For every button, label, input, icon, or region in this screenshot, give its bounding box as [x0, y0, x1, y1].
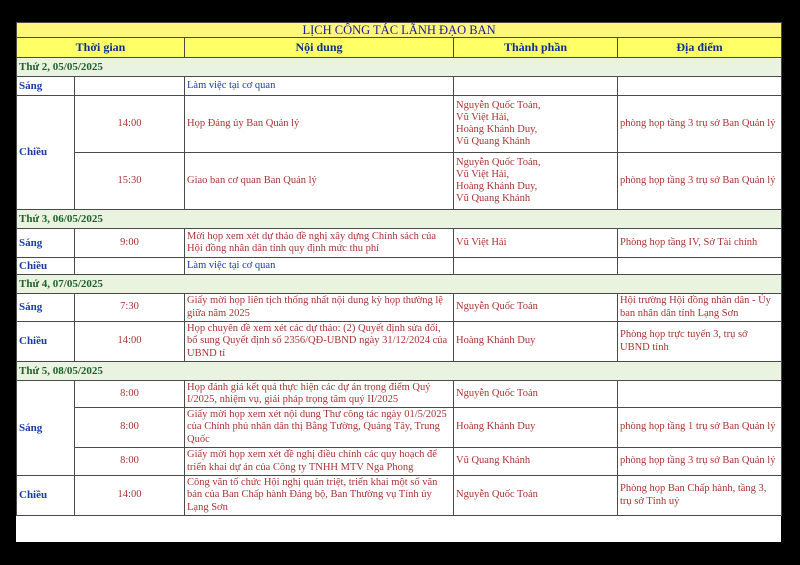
session-label: Sáng: [17, 229, 75, 258]
members-cell: Nguyễn Quốc Toản: [454, 476, 618, 516]
table-row: [17, 381, 782, 408]
time-cell: 9:00: [75, 229, 185, 258]
table-row: [17, 408, 782, 448]
place-cell: phòng họp tầng 3 trụ sở Ban Quản lý: [618, 448, 782, 476]
time-cell: 14:00: [75, 322, 185, 362]
place-cell: phòng họp tầng 3 trụ sở Ban Quản lý: [618, 96, 782, 153]
day-header: Thứ 4, 07/05/2025: [17, 275, 782, 294]
content-cell: Giấy mời họp xem xét đề nghị điều chỉnh các quy hoạch để triển khai dự án của Công ty TNHH MTV Nga Phong: [185, 448, 454, 476]
time-cell: [75, 77, 185, 96]
session-label: Sáng: [17, 381, 75, 476]
session-label: Sáng: [17, 294, 75, 322]
table-row: [17, 153, 782, 210]
place-cell: [618, 381, 782, 408]
table-row: [17, 322, 782, 362]
content-cell: Công văn tổ chức Hội nghị quán triệt, triển khai một số văn bản của Ban Chấp hành Đảng bộ, Ban Thường vụ Tỉnh ủy Lạng Sơn: [185, 476, 454, 516]
content-cell: Họp đánh giá kết quả thực hiện các dự án trọng điểm Quý I/2025, nhiệm vụ, giải pháp trọng tâm quý II/2025: [185, 381, 454, 408]
content-cell: Họp chuyên đề xem xét các dự thảo: (2) Quyết định sửa đổi, bổ sung Quyết định số 2356/QĐ-UBND ngày 31/12/2024 của UBND tỉ: [185, 322, 454, 362]
table-row: [17, 229, 782, 258]
content-cell: Họp Đảng ủy Ban Quản lý: [185, 96, 454, 153]
schedule-title: LỊCH CÔNG TÁC LÃNH ĐẠO BAN: [17, 23, 782, 38]
members-cell: Vũ Việt Hải: [454, 229, 618, 258]
time-cell: 8:00: [75, 408, 185, 448]
table-row: [17, 476, 782, 516]
content-cell: Giao ban cơ quan Ban Quản lý: [185, 153, 454, 210]
place-cell: phòng họp tầng 1 trụ sở Ban Quản lý: [618, 408, 782, 448]
time-cell: 14:00: [75, 476, 185, 516]
table-row: [17, 77, 782, 96]
day-header: Thứ 3, 06/05/2025: [17, 210, 782, 229]
table-row: [17, 448, 782, 476]
place-cell: Hội trường Hội đồng nhân dân - Ủy ban nhân dân tỉnh Lạng Sơn: [618, 294, 782, 322]
place-cell: [618, 77, 782, 96]
members-cell: [454, 77, 618, 96]
members-cell: Nguyễn Quốc Toản: [454, 381, 618, 408]
table-row: [17, 96, 782, 153]
content-cell: Giấy mời họp xem xét nội dung Thư công tác ngày 01/5/2025 của Chính phủ nhân dân thị Bằng Tường, Quảng Tây, Trung Quốc: [185, 408, 454, 448]
members-cell: Vũ Quang Khánh: [454, 448, 618, 476]
content-cell: Giấy mời họp liên tịch thống nhất nội dung kỳ họp thường lệ giữa năm 2025: [185, 294, 454, 322]
day-header: Thứ 5, 08/05/2025: [17, 362, 782, 381]
table-row: [17, 294, 782, 322]
schedule-table: [16, 22, 782, 516]
place-cell: Phòng họp Ban Chấp hành, tầng 3, trụ sở Tỉnh uỷ: [618, 476, 782, 516]
place-cell: Phòng họp tầng IV, Sở Tài chính: [618, 229, 782, 258]
content-cell: Mời họp xem xét dự thảo đề nghị xây dựng Chính sách của Hội đồng nhân dân tỉnh quy định mức thu phí: [185, 229, 454, 258]
time-cell: 8:00: [75, 448, 185, 476]
time-cell: 8:00: [75, 381, 185, 408]
content-cell: Làm việc tại cơ quan: [185, 77, 454, 96]
place-cell: phòng họp tầng 3 trụ sở Ban Quản lý: [618, 153, 782, 210]
schedule-sheet: [16, 22, 781, 542]
header-content: Nội dung: [185, 38, 454, 58]
members-cell: Hoàng Khánh Duy: [454, 322, 618, 362]
members-cell: Nguyễn Quốc Toản, Vũ Việt Hải, Hoàng Khánh Duy, Vũ Quang Khánh: [454, 153, 618, 210]
place-cell: [618, 258, 782, 275]
session-label: Chiều: [17, 322, 75, 362]
header-time: Thời gian: [17, 38, 185, 58]
time-cell: 14:00: [75, 96, 185, 153]
session-label: Chiều: [17, 476, 75, 516]
members-cell: Hoàng Khánh Duy: [454, 408, 618, 448]
session-label: Chiều: [17, 96, 75, 210]
content-cell: Làm việc tại cơ quan: [185, 258, 454, 275]
session-label: Chiều: [17, 258, 75, 275]
header-place: Địa điểm: [618, 38, 782, 58]
header-members: Thành phần: [454, 38, 618, 58]
time-cell: 15:30: [75, 153, 185, 210]
table-row: [17, 258, 782, 275]
members-cell: Nguyễn Quốc Toản, Vũ Việt Hải, Hoàng Khánh Duy, Vũ Quang Khánh: [454, 96, 618, 153]
time-cell: 7:30: [75, 294, 185, 322]
day-header: Thứ 2, 05/05/2025: [17, 58, 782, 77]
members-cell: [454, 258, 618, 275]
members-cell: Nguyễn Quốc Toản: [454, 294, 618, 322]
session-label: Sáng: [17, 77, 75, 96]
place-cell: Phòng họp trực tuyến 3, trụ sở UBND tỉnh: [618, 322, 782, 362]
time-cell: [75, 258, 185, 275]
